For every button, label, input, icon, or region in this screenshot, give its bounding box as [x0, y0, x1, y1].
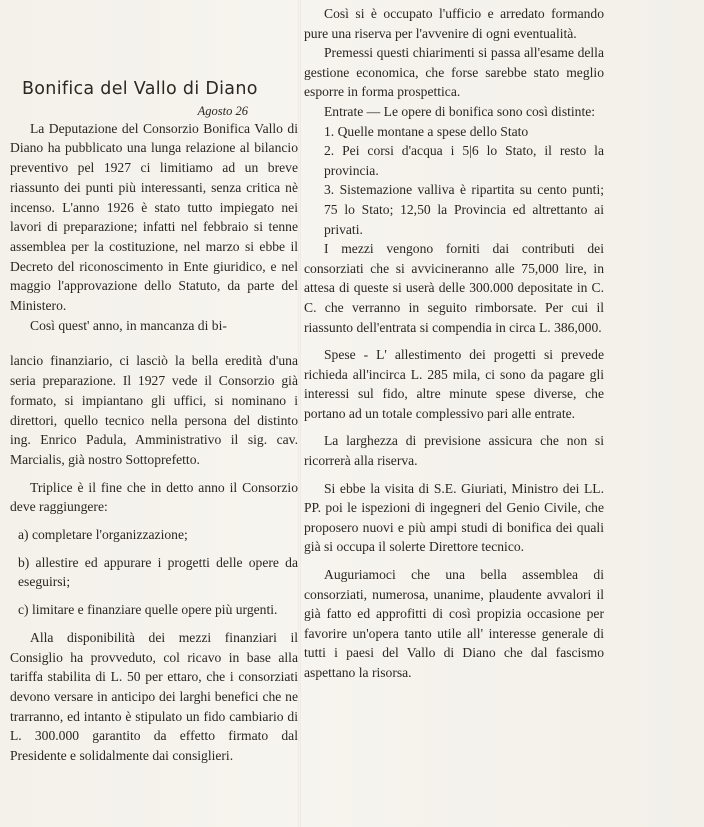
clipping-cut	[10, 335, 298, 351]
right-column	[304, 4, 604, 683]
list-item: 3. Sistemazione valliva è ripartita su cento punti; 75 lo Stato; 12,50 la Provincia ed altrettanto ai privati.	[324, 182, 604, 237]
list-item: 2. Pei corsi d'acqua i 5|6 lo Stato, il resto la provincia.	[324, 143, 604, 178]
paragraph: Premessi questi chiarimenti si passa all'esame della gestione economica, che forse sarebbe stato meglio esporre in forma prospettica.	[304, 45, 604, 100]
paragraph: I mezzi vengono forniti dai contributi dei consorziati che si avvicineranno alle 75,000 lire, in attesa di queste si userà delle 300.000 depositate in C. C. che verranno in seguito rimborsate. Per cui il riassunto dell'entrata si compendia in circa L. 386,000.	[304, 241, 604, 335]
list-item: 1. Quelle montane a spese dello Stato	[324, 123, 529, 139]
paragraph: Alla disponibilità dei mezzi finanziari il Consiglio ha provveduto, col ricavo in base alla tariffa stabilita di L. 50 per ettaro, che i consorziati devono versare in anticipo dei larghi benefici che ne trarranno, ed intanto è stipulato un fido cambiario di L. 300.000 garantito da effetto firmato dal Presidente e solidalmente dai consiglieri.	[10, 629, 298, 764]
paragraph: lancio finanziario, ci lasciò la bella eredità d'una seria preparazione. Il 1927 vede il Consorzio già formato, si impiantano gli uffici, si nominano i direttori, quello tecnico nella persona del distinto ing. Enrico Padula, Amministrativo il sig. cav. Marcialis, già nostro Sottoprefetto.	[10, 353, 298, 467]
article-title: Bonifica del Vallo di Diano	[22, 79, 258, 99]
numbered-list	[304, 122, 604, 240]
paragraph: La larghezza di previsione assicura che non si ricorrerà alla riserva.	[304, 433, 604, 469]
paragraph: Entrate — Le opere di bonifica sono così distinte:	[324, 103, 596, 119]
paragraph: Si ebbe la visita di S.E. Giuriati, Ministro dei LL. PP. poi le ispezioni di ingegneri del Genio Civile, che proposero nuovi e più ampi studi di bonifica dei quali già si occupa il solerte Direttore tecnico.	[304, 480, 604, 555]
list-item: b) allestire ed appurare i progetti delle opere da eseguirsi;	[18, 554, 298, 590]
paragraph: Triplice è il fine che in detto anno il Consorzio deve raggiungere:	[10, 479, 298, 515]
paragraph: Così quest' anno, in mancanza di bi-	[30, 317, 227, 333]
list-item: c) limitare e finanziare quelle opere più urgenti.	[18, 602, 278, 618]
paragraph: Spese - L' allestimento dei progetti si prevede richieda all'incirca L. 285 mila, ci sono da pagare gli interessi sul fido, altre minute spese diverse, che portano ad un totale complessivo pari alle entrate.	[304, 347, 604, 421]
article-dateline: Agosto 26	[197, 103, 248, 118]
paragraph: Così si è occupato l'ufficio e arredato formando pure una riserva per l'avvenire di ogni eventualità.	[304, 6, 604, 41]
paragraph: Auguriamoci che una bella assemblea di consorziati, numerosa, unanime, plaudente avvalori il già fatto ed approfitti di così propizia occasione per favorire un'opera tanto utile all' interesse generale di tutti i paesi del Vallo di Diano che dal fascismo aspettano la risorsa.	[304, 567, 604, 680]
paragraph: La Deputazione del Consorzio Bonifica Vallo di Diano ha pubblicato una lunga relazione al bilancio preventivo pel 1927 ci limitiamo ad un breve riassunto dei punti più interessanti, senza critica nè incenso. L'anno 1926 è stato tutto impiegato nei lavori di preparazione; infatti nel febbraio si tenne assemblea per la costituzione, nel marzo si ebbe il Decreto del riconoscimento in Ente giuridico, e nel maggio l'approvazione dello Statuto, da parte del Ministero.	[10, 120, 298, 314]
column-fold	[298, 0, 301, 827]
list-item: a) completare l'organizzazione;	[18, 527, 188, 543]
left-column	[10, 72, 298, 766]
